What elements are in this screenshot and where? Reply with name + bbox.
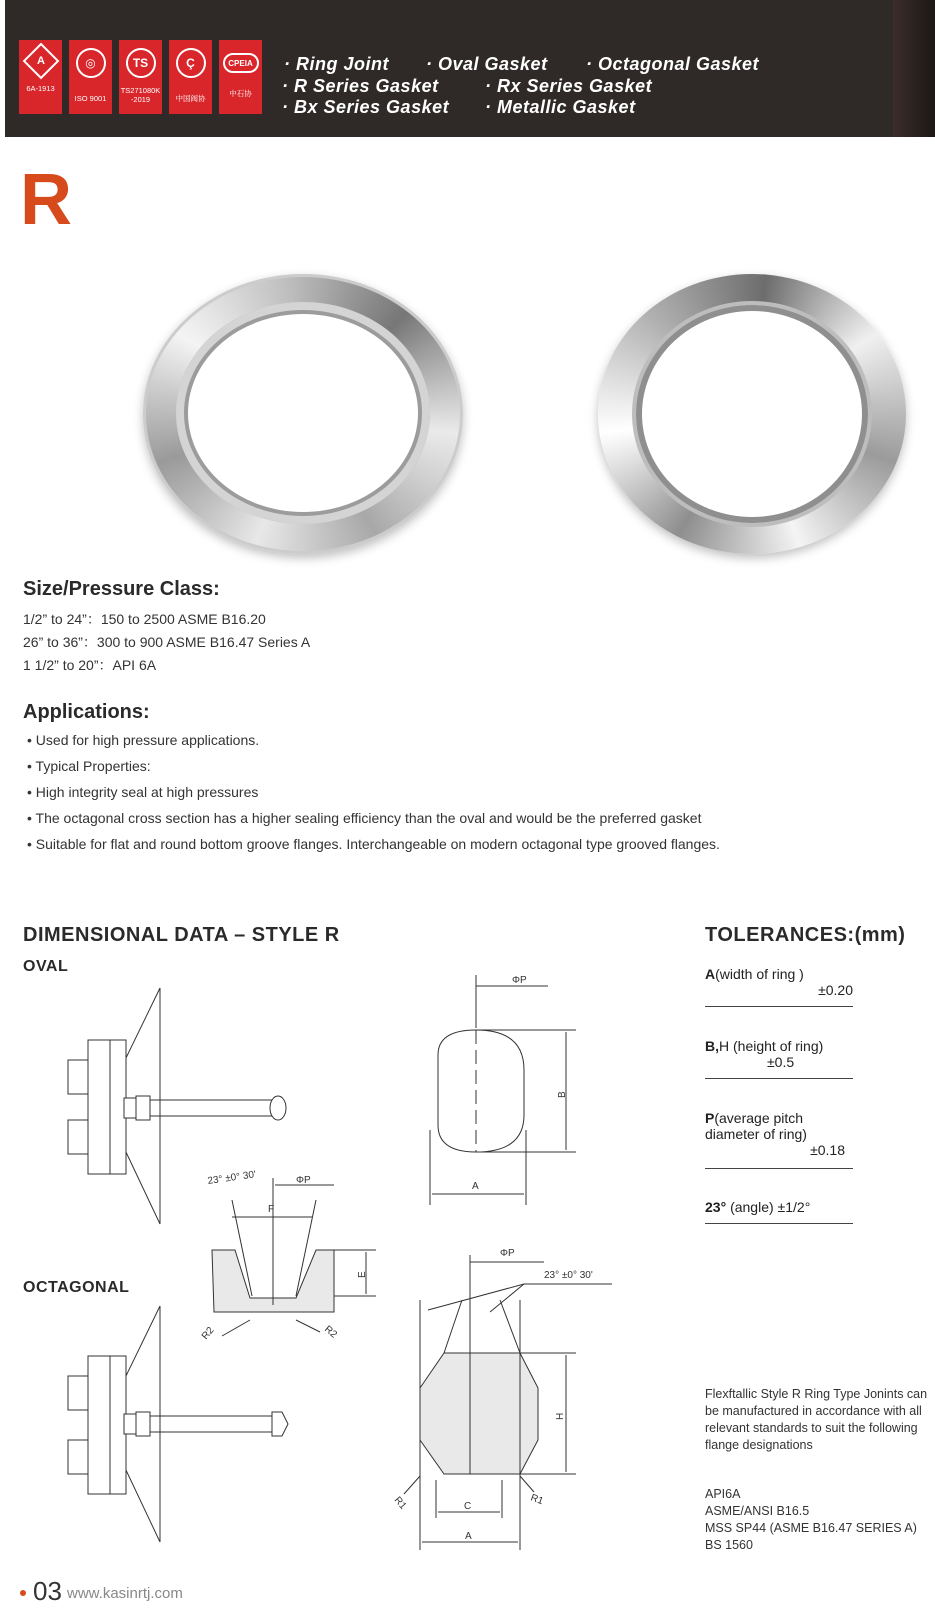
tol-divider	[705, 1078, 853, 1079]
tol-value: ±0.20	[818, 982, 853, 998]
api-monogram-icon: A	[22, 43, 59, 80]
label-h: H	[555, 1412, 566, 1420]
application-item: • Suitable for flat and round bottom groove flanges. Interchangeable on modern octagonal type grooved flanges.	[27, 836, 720, 852]
application-item: • Used for high pressure applications.	[27, 732, 260, 748]
applications-heading: Applications:	[23, 701, 150, 723]
tol-desc: H (height of ring)	[719, 1038, 824, 1054]
tol-desc: (angle)	[730, 1199, 774, 1215]
tol-divider	[705, 1006, 853, 1007]
nav-octagonal-gasket: · Octagonal Gasket	[586, 54, 760, 74]
label-r2-left: R2	[199, 1325, 217, 1342]
label-phi-p-oval: ΦP	[512, 975, 527, 986]
label-a-oct: A	[465, 1531, 472, 1542]
tol-desc: (average pitch diameter of ring)	[705, 1110, 807, 1142]
label-phi-p-groove: ΦP	[296, 1175, 311, 1186]
size-pressure-heading: Size/Pressure Class:	[23, 578, 220, 600]
nav-ring-joint: · Ring Joint	[284, 54, 389, 74]
standards-list	[705, 1486, 935, 1554]
valve-association-icon: Ç	[176, 48, 206, 78]
label-angle-groove: 23° ±0° 30'	[206, 1169, 257, 1187]
label-c: C	[464, 1501, 472, 1512]
standard-item: ASME/ANSI B16.5	[705, 1504, 810, 1518]
standards-note: Flexftallic Style R Ring Type Jonints can be manufactured in accordance with all relevant standards to suit the following flange designations	[705, 1387, 928, 1452]
label-e: E	[357, 1271, 368, 1278]
label-angle-oct: 23° ±0° 30'	[544, 1270, 593, 1281]
tol-key: A	[705, 966, 716, 982]
size-line-2: 26” to 36”：300 to 900 ASME B16.47 Series A	[23, 634, 311, 650]
cert-caption: TS271080K -2019	[120, 86, 161, 104]
cpeia-icon: CPEIA	[223, 53, 259, 73]
cert-caption: 中国阀协	[175, 94, 206, 103]
label-b: B	[557, 1091, 568, 1098]
tolerance-angle	[705, 1199, 853, 1215]
octagonal-cross-section	[404, 1255, 612, 1550]
tol-value: ±0.5	[767, 1054, 795, 1070]
label-f: F	[268, 1204, 275, 1215]
nav-bx-series: · Bx Series Gasket	[282, 97, 450, 117]
website-link[interactable]: www.kasinrtj.com	[67, 1585, 183, 1602]
tolerance-a	[705, 966, 853, 998]
label-a-oval: A	[472, 1181, 479, 1192]
standard-item: MSS SP44 (ASME B16.47 SERIES A)	[705, 1521, 917, 1535]
label-r1-right: R1	[528, 1492, 545, 1508]
oval-flange-assembly	[68, 988, 286, 1224]
tol-divider	[705, 1168, 853, 1169]
label-phi-p-oct: ΦP	[500, 1248, 515, 1259]
oval-cross-section	[430, 975, 576, 1205]
footer-bullet-icon	[20, 1590, 26, 1596]
label-r1-left: R1	[391, 1494, 409, 1512]
tolerance-bh	[705, 1038, 853, 1070]
page-number: 03	[33, 1576, 62, 1606]
tol-value: ±1/2°	[777, 1199, 811, 1215]
nav-metallic: · Metallic Gasket	[485, 97, 636, 117]
nav-rx-series: · Rx Series Gasket	[485, 76, 653, 96]
application-item: • High integrity seal at high pressures	[27, 784, 259, 800]
nav-r-series: · R Series Gasket	[282, 76, 439, 96]
tol-desc: (width of ring )	[715, 966, 804, 982]
cert-caption: ISO 9001	[74, 94, 107, 103]
standard-item: BS 1560	[705, 1538, 753, 1552]
octagonal-flange-assembly	[68, 1306, 288, 1542]
size-line-3: 1 1/2” to 20”：API 6A	[23, 657, 157, 673]
label-r2-right: R2	[322, 1323, 339, 1341]
groove-detail	[212, 1178, 376, 1336]
standard-item: API6A	[705, 1487, 741, 1501]
oval-label: OVAL	[23, 958, 69, 975]
nav-oval-gasket: · Oval Gasket	[426, 54, 548, 74]
application-item: • Typical Properties:	[27, 758, 151, 774]
tolerance-p	[705, 1110, 853, 1158]
tol-divider	[705, 1223, 853, 1224]
tolerances-title: TOLERANCES:(mm)	[705, 924, 906, 946]
ts-icon: TS	[126, 48, 156, 78]
size-line-1: 1/2” to 24”：150 to 2500 ASME B16.20	[23, 611, 266, 627]
iso-icon: ◎	[76, 48, 106, 78]
application-item: • The octagonal cross section has a higher sealing efficiency than the oval and would be the preferred gasket	[27, 810, 702, 826]
octagonal-label: OCTAGONAL	[23, 1279, 130, 1296]
tol-key: P	[705, 1110, 715, 1126]
tol-key: 23°	[705, 1199, 727, 1215]
cert-caption: 6A-1913	[26, 84, 55, 93]
dimensional-data-title: DIMENSIONAL DATA – STYLE R	[23, 924, 340, 946]
cert-caption: 中石协	[229, 89, 252, 98]
tol-key: B,	[705, 1038, 719, 1054]
page-title: R	[20, 160, 72, 240]
tol-value: ±0.18	[810, 1142, 845, 1158]
